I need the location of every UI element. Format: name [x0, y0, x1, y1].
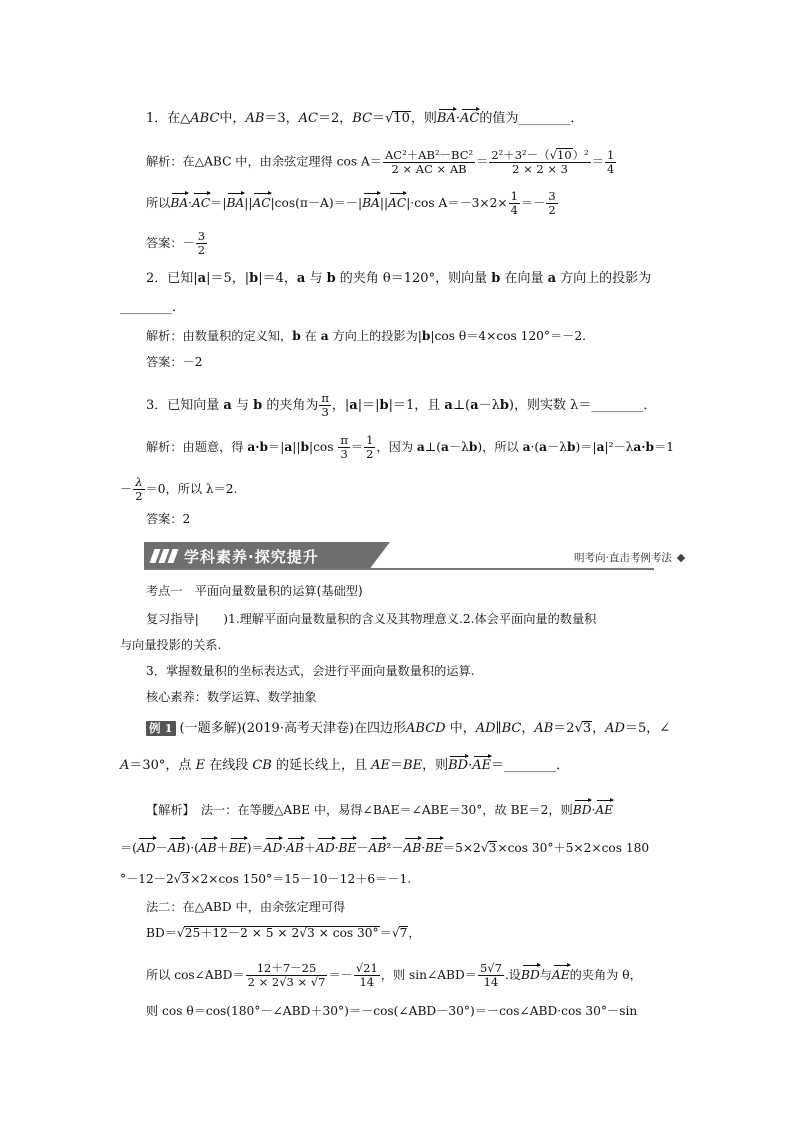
q2-stem-line2: ________． [120, 300, 186, 315]
q2-stem: 2．已知|a|＝5，|b|＝4，a 与 b 的夹角 θ＝120°，则向量 b 在向量 a 方向上的投影为 [146, 271, 652, 286]
kp-core: 核心素养：数学运算、数学抽象 [146, 690, 317, 704]
q1-solution-line1: 解析：在△ABC 中，由余弦定理得 cos A＝ $\frac{\text{AC²＋AB²－BC²}}{2 \times AC \times AB}$ ＝ $\frac{\text{2²＋3²－（√10）²}}{2 \times 2 \times 3}$ ＝ $\frac{1}{4}$ [146, 147, 615, 176]
example-label: 例 1 [146, 721, 176, 736]
kp-guide-line3: 3．掌握数量积的坐标表达式，会进行平面向量数量积的运算. [146, 664, 475, 678]
q1-answer: 答案：－ $\frac{3}{2}$ [146, 229, 206, 257]
ex1-method1-line3: °－12－2√3×2×cos 150°＝15－10－12＋6＝－1. [120, 872, 412, 886]
ex1-stem-line2: A＝30°，点 E 在线段 CB 的延长线上，且 AE＝BE，则BD·AE＝________． [120, 754, 569, 775]
q1-stem: 1．在△ABC中，AB＝3，AC＝2，BC＝√10，则BA·AC的值为________． [146, 107, 583, 128]
ex1-method2-line4: 则 cos θ＝cos(180°－∠ABD＋30°)＝－cos(∠ABD－30°)＝－cos∠ABD·cos 30°－sin [146, 1004, 638, 1018]
banner-decoration [152, 548, 179, 567]
q2-solution: 解析：由数量积的定义知，b 在 a 方向上的投影为|b|cos θ＝4×cos 120°＝－2. [146, 329, 586, 343]
q1-solution-line2: 所以BA·AC＝|BA||AC|cos(π－A)＝－|BA||AC|·cos A＝－3×2× $\frac{1}{4}$ ＝－ $\frac{3}{2}$ [146, 189, 556, 217]
banner-title: 学科素养·探究提升 [184, 548, 319, 566]
q3-answer: 答案：2 [146, 512, 191, 526]
ex1-method1-line1: 【解析】 法一：在等腰△ABE 中，易得∠BAE＝∠ABE＝30°，故 BE＝2，则BD·AE [146, 798, 613, 819]
q2-answer: 答案：－2 [146, 355, 203, 369]
ex1-method2-line2: BD＝√25＋12－2 × 5 × 2√3 × cos 30°＝√7， [146, 926, 421, 940]
kp-guide-line2: 与向量投影的关系. [120, 638, 222, 652]
kp-title: 考点一 平面向量数量积的运算(基础型) [146, 584, 363, 598]
ex1-method1-line2: ＝(AD－AB)·(AB＋BE)＝AD·AB＋AD·BE－AB²－AB·BE＝5×2√3×cos 30°＋5×2×cos 180 [120, 836, 649, 857]
banner-subtitle: 明考向·直击考例考法 [574, 550, 684, 565]
kp-guide: 复习指导| )1.理解平面向量数量积的含义及其物理意义.2.体会平面向量的数量积 [146, 612, 597, 626]
ex1-method2-line1: 法二：在△ABD 中，由余弦定理可得 [146, 900, 346, 914]
q3-solution-line2: － $\frac{\lambda}{2}$ ＝0，所以 λ＝2. [120, 475, 238, 503]
ex1-stem: 例 1 (一题多解)(2019·高考天津卷)在四边形ABCD 中，AD∥BC，AB＝2√3，AD＝5，∠ [146, 720, 670, 738]
ex1-method2-line3: 所以 cos∠ABD＝ $\frac{12+7-25}{2 \times 2√3 \times √7}$ ＝－ $\frac{√21}{14}$ ，则 sin∠ABD＝ $\frac{5√7}{14}$ .设BD与AE的夹角为 θ， [146, 961, 642, 989]
diamond-icon [677, 554, 685, 562]
section-banner [144, 542, 672, 570]
q3-stem: 3．已知向量 a 与 b 的夹角为 $\frac{\pi}{3}$ ，|a|＝|b|＝1，且 a⊥(a－λb)，则实数 λ＝________． [146, 391, 657, 419]
q3-solution-line1: 解析：由题意，得 a·b＝|a||b|cos $\frac{\pi}{3}$ ＝ $\frac{1}{2}$ ，因为 a⊥(a－λb)，所以 a·(a－λb)＝|a|²－λa·b＝1 [146, 433, 675, 461]
banner-underline [144, 568, 654, 570]
